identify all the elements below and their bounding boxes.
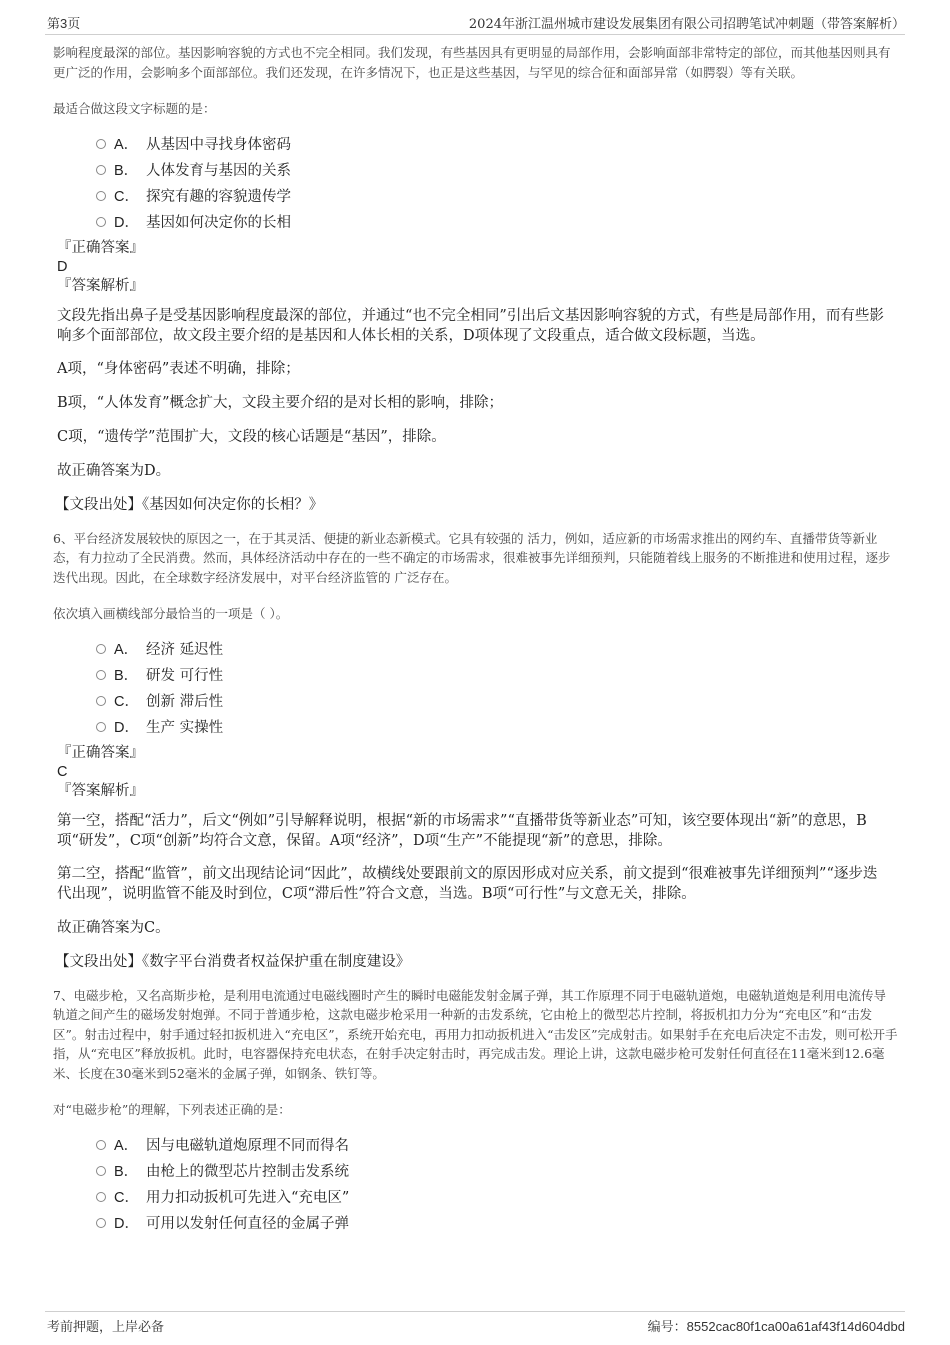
page-footer: [45, 1311, 905, 1335]
q5-explanation-1: 文段先指出鼻子是受基因影响程度最深的部位，并通过“也不完全相同”引出后文基因影响容貌的方式，有些是局部作用，而有些影响多个面部部位，故文段主要介绍的是基因和人体长相的关系，D项体现了文段重点，适合做文段标题，当选。: [57, 307, 884, 344]
radio-icon[interactable]: [96, 1218, 106, 1228]
radio-icon[interactable]: [96, 165, 106, 175]
q6-option-d[interactable]: D． 生产 实操性: [53, 714, 898, 740]
q5-answer: D: [57, 258, 68, 275]
q5-analysis-label: 『答案解析』: [57, 277, 144, 294]
radio-icon[interactable]: [96, 1166, 106, 1176]
q6-option-a[interactable]: A． 经济 延迟性: [53, 636, 898, 662]
q6-answer-label: 『正确答案』: [57, 744, 144, 761]
radio-icon[interactable]: [96, 644, 106, 654]
footer-slogan: 考前押题，上岸必备: [47, 1320, 165, 1335]
radio-icon[interactable]: [96, 191, 106, 201]
document-id-value: 8552cac80f1ca00a61af43f14d604dbd: [686, 1319, 905, 1334]
q6-question: 依次填入画横线部分最恰当的一项是（ ）。: [53, 606, 289, 621]
q5-option-c[interactable]: C． 探究有趣的容貌遗传学: [53, 183, 898, 209]
page-header: [45, 10, 905, 35]
q5-passage: 影响程度最深的部位。基因影响容貌的方式也不完全相同。我们发现，有些基因具有更明显的局部作用，会影响面部非常特定的部位，而其他基因则具有更广泛的作用，会影响多个面部部位。我们还发现，在许多情况下，也正是这些基因，与罕见的综合征和面部异常（如腭裂）等有关联。: [53, 45, 891, 80]
document-id-label: 编号：: [647, 1320, 687, 1335]
q5-options: [53, 131, 898, 235]
q5-answer-label: 『正确答案』: [57, 239, 144, 256]
q6-option-c[interactable]: C． 创新 滞后性: [53, 688, 898, 714]
q6-explanation-1: 第一空，搭配“活力”，后文“例如”引导解释说明，根据“新的市场需求”“直播带货等新业态”可知，该空要体现出“新”的意思，B项“研发”，C项“创新”均符合文意，保留。A项“经济”，D项“生产”不能提现“新”的意思，排除。: [57, 812, 867, 849]
radio-icon[interactable]: [96, 670, 106, 680]
q6-explanation-3: 故正确答案为C。: [57, 919, 170, 936]
q7-option-c[interactable]: C． 用力扣动扳机可先进入“充电区”: [53, 1184, 898, 1210]
q6-analysis-label: 『答案解析』: [57, 782, 144, 799]
q6-option-b[interactable]: B． 研发 可行性: [53, 662, 898, 688]
q7-option-a[interactable]: A． 因与电磁轨道炮原理不同而得名: [53, 1132, 898, 1158]
q6-options: [53, 636, 898, 740]
radio-icon[interactable]: [96, 1140, 106, 1150]
q5-explanation-4: C项，“遗传学”范围扩大，文段的核心话题是“基因”，排除。: [57, 428, 446, 445]
q6-explanation-2: 第二空，搭配“监管”，前文出现结论词“因此”，故横线处要跟前文的原因形成对应关系，前文提到“很难被事先详细预判”“逐步迭代出现”，说明监管不能及时到位，C项“滞后性”符合文意，当选。B项“可行性”与文意无关，排除。: [57, 865, 878, 902]
document-title: 2024年浙江温州城市建设发展集团有限公司招聘笔试冲刺题（带答案解析）: [468, 17, 905, 32]
radio-icon[interactable]: [96, 217, 106, 227]
q5-option-d[interactable]: D． 基因如何决定你的长相: [53, 209, 898, 235]
radio-icon[interactable]: [96, 139, 106, 149]
document-id: [648, 1316, 905, 1335]
q7-options: [53, 1132, 898, 1236]
q5-explanation-2: A项，“身体密码”表述不明确，排除；: [57, 360, 300, 377]
q7-option-d[interactable]: D． 可用以发射任何直径的金属子弹: [53, 1210, 898, 1236]
q5-explanation-5: 故正确答案为D。: [57, 462, 171, 479]
q5-question: 最适合做这段文字标题的是：: [53, 101, 216, 116]
radio-icon[interactable]: [96, 1192, 106, 1202]
q7-passage: 7、电磁步枪，又名高斯步枪，是利用电流通过电磁线圈时产生的瞬时电磁能发射金属子弹，其工作原理不同于电磁轨道炮，电磁轨道炮是利用电流传导轨道之间产生的磁场发射炮弹。不同于普通步枪，这款电磁步枪采用一种新的击发系统，它由枪上的微型芯片控制，将扳机扣力分为“充电区”和“击发区”。射击过程中，射手通过轻扣扳机进入“充电区”，系统开始充电，再用力扣动扳机进入“击发区”完成射击。如果射手在充电后决定不击发，则可松开手指，从“充电区”释放扳机。此时，电容器保持充电状态，在射手决定射击时，再完成击发。理论上讲，这款电磁步枪可发射任何直径在11毫米到12.6毫米、长度在30毫米到52毫米的金属子弹，如钢条、铁钉等。: [53, 987, 898, 1081]
page-content: [53, 40, 898, 1236]
q5-option-a[interactable]: A． 从基因中寻找身体密码: [53, 131, 898, 157]
q6-source: 【文段出处】《数字平台消费者权益保护重在制度建设》: [55, 953, 411, 970]
q5-explanation-3: B项，“人体发育”概念扩大，文段主要介绍的是对长相的影响，排除；: [57, 394, 503, 411]
q7-question: 对“电磁步枪”的理解，下列表述正确的是：: [53, 1102, 291, 1117]
radio-icon[interactable]: [96, 722, 106, 732]
q5-option-b[interactable]: B． 人体发育与基因的关系: [53, 157, 898, 183]
radio-icon[interactable]: [96, 696, 106, 706]
q5-source: 【文段出处】《基因如何决定你的长相？》: [55, 496, 324, 513]
q7-option-b[interactable]: B． 由枪上的微型芯片控制击发系统: [53, 1158, 898, 1184]
q6-answer: C: [57, 763, 68, 780]
q6-passage: 6、平台经济发展较快的原因之一，在于其灵活、便捷的新业态新模式。它具有较强的 活力，例如，适应新的市场需求推出的网约车、直播带货等新业态，有力拉动了全民消费。然而，具体经济活动中存在的一些不确定的市场需求，很难被事先详细预判，只能随着线上服务的不断推进和使用过程，逐步迭代出现。因此，在全球数字经济发展中，对平台经济监管的 广泛存在。: [53, 530, 891, 585]
page-number: 第3页: [47, 16, 81, 31]
